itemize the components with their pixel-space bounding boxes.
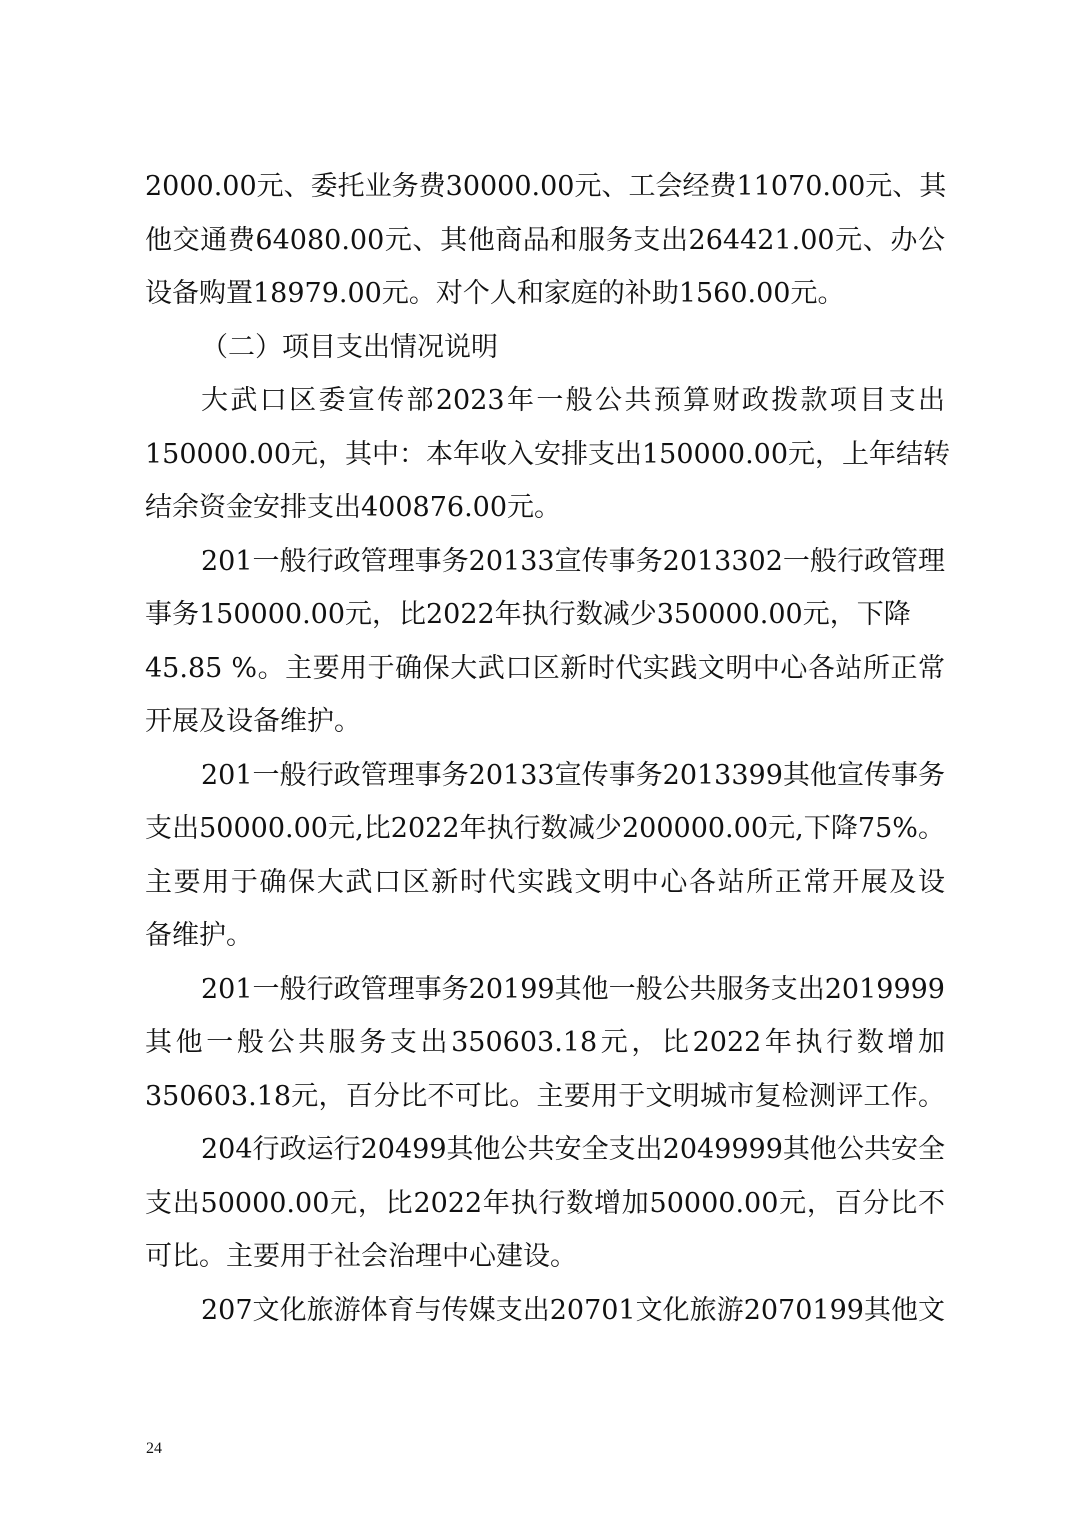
- paragraph-project-expenditure-summary: [145, 374, 951, 535]
- text-line: 2000.00元、委托业务费30000.00元、工会经费11070.00元、其: [145, 171, 947, 202]
- text-line: 他交通费64080.00元、其他商品和服务支出264421.00元、办公: [145, 224, 945, 256]
- document-body: [145, 160, 951, 1337]
- text-line: 201一般行政管理事务20199其他一般公共服务支出2019999: [201, 973, 945, 1005]
- text-line: 204行政运行20499其他公共安全支出2049999其他公共安全: [201, 1134, 945, 1165]
- text-line: 结余资金安排支出400876.00元。: [145, 492, 562, 523]
- paragraph-item-2013399: [145, 749, 945, 963]
- text-line: 150000.00元，其中：本年收入安排支出150000.00元，上年结转: [145, 438, 951, 470]
- text-line: 45.85 %。主要用于确保大武口区新时代实践文明中心各站所正常: [145, 652, 945, 684]
- text-line: 支出50000.00元，比2022年执行数增加50000.00元，百分比不: [145, 1187, 945, 1219]
- paragraph-item-2013302: [145, 535, 945, 749]
- text-line: 设备购置18979.00元。对个人和家庭的补助1560.00元。: [145, 278, 845, 309]
- text-line: 事务150000.00元，比2022年执行数减少350000.00元，下降: [145, 599, 911, 630]
- paragraph-item-2070199: [145, 1284, 945, 1338]
- text-line: 备维护。: [145, 920, 253, 951]
- text-line: 201一般行政管理事务20133宣传事务2013302一般行政管理: [201, 545, 945, 577]
- text-line: 其他一般公共服务支出350603.18元，比2022年执行数增加: [145, 1027, 945, 1058]
- text-line: 201一般行政管理事务20133宣传事务2013399其他宣传事务: [201, 759, 945, 791]
- paragraph-item-2049999: [145, 1123, 945, 1284]
- text-line: 主要用于确保大武口区新时代实践文明中心各站所正常开展及设: [145, 866, 945, 898]
- heading-text: （二）项目支出情况说明: [201, 331, 498, 363]
- text-line: 207文化旅游体育与传媒支出20701文化旅游2070199其他文: [201, 1294, 945, 1326]
- text-line: 可比。主要用于社会治理中心建设。: [145, 1241, 577, 1272]
- text-line: 开展及设备维护。: [145, 706, 361, 737]
- paragraph-item-2019999: [145, 963, 945, 1124]
- paragraph-expenditure-continued: [145, 160, 945, 321]
- text-line: 大武口区委宣传部2023年一般公共预算财政拨款项目支出: [201, 385, 945, 416]
- section-heading: [145, 321, 945, 375]
- page-number: 24: [146, 1440, 162, 1457]
- text-line: 支出50000.00元,比2022年执行数减少200000.00元,下降75%。: [145, 813, 945, 844]
- text-line: 350603.18元，百分比不可比。主要用于文明城市复检测评工作。: [145, 1080, 945, 1112]
